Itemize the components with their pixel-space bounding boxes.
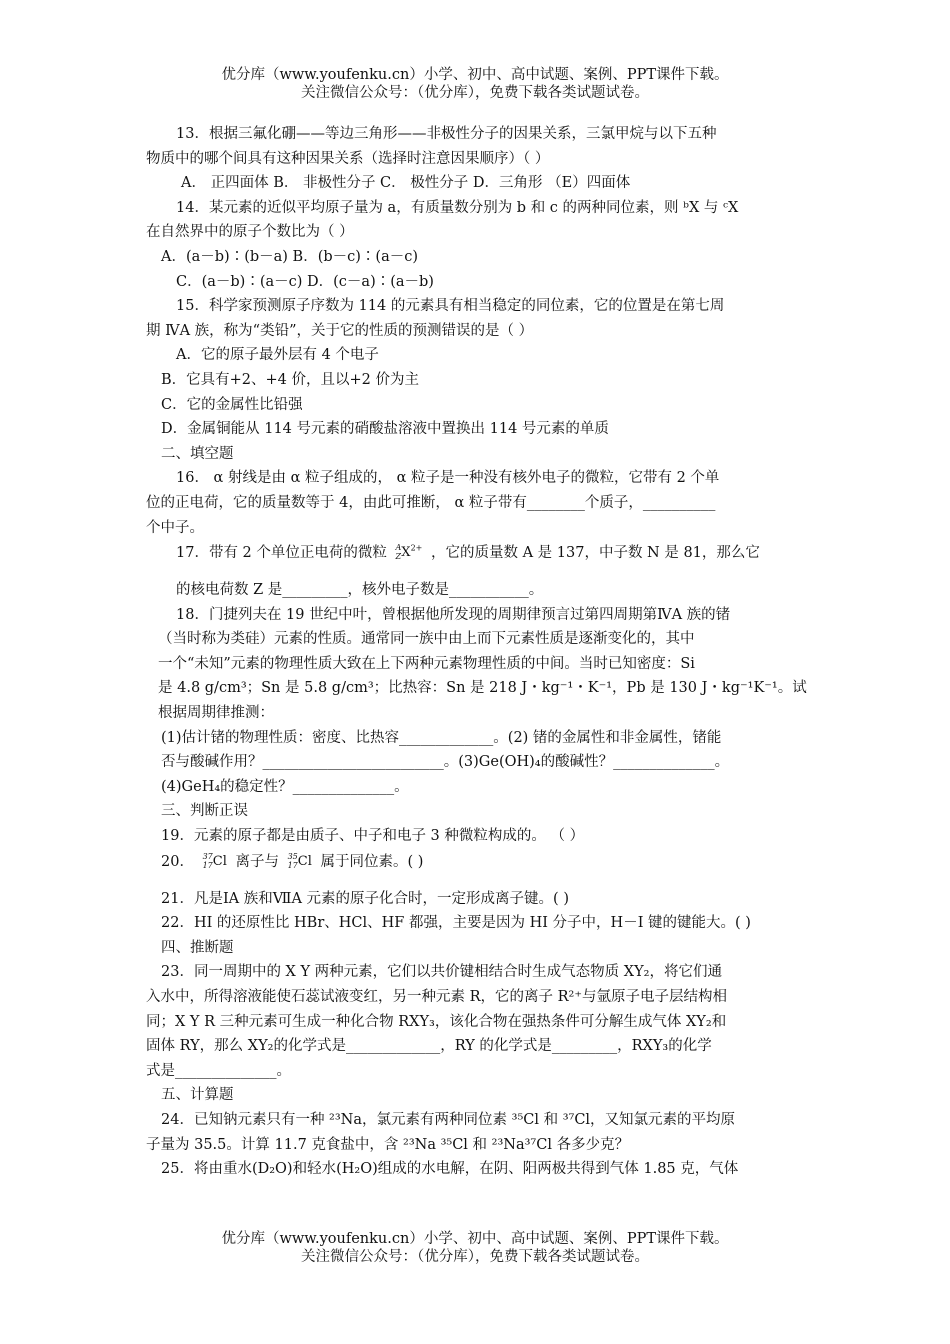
section-fill-in: 二、填空题 <box>161 445 234 462</box>
q23-line-4: 固体 RY，那么 XY₂的化学式是_____________，RY 的化学式是_________，RXY₃的化学 <box>146 1038 712 1055</box>
q15-option-b: B．它具有+2、+4 价，且以+2 价为主 <box>161 371 419 388</box>
q18-line-4: 是 4.8 g/cm³；Sn 是 5.8 g/cm³；比热容：Sn 是 218 J・kg⁻¹・K⁻¹，Pb 是 130 J・kg⁻¹K⁻¹。试 <box>158 680 807 697</box>
q17-line-2: 的核电荷数 Z 是_________，核外电子数是___________。 <box>176 582 544 599</box>
q16-line-2: 位的正电荷，它的质量数等于 4，由此可推断， α 粒子带有________个质子，__________ <box>146 494 716 511</box>
q23-line-3: 同；X Y R 三种元素可生成一种化合物 RXY₃，该化合物在强热条件可分解生成气体 XY₂和 <box>146 1013 727 1030</box>
q15-option-a: A．它的原子最外层有 4 个电子 <box>176 347 379 364</box>
q25-line-1: 25．将由重水(D₂O)和轻水(H₂O)组成的水电解，在阴、阳两极共得到气体 1.85 克，气体 <box>161 1161 739 1178</box>
q13-line-1: 13．根据三氟化硼——等边三角形——非极性分子的因果关系，三氯甲烷与以下五种 <box>176 126 717 142</box>
q20-text-a: 离子与 <box>235 853 279 870</box>
section-calculation: 五、计算题 <box>161 1087 234 1104</box>
q21: 21．凡是ⅠA 族和ⅦA 元素的原子化合时，一定形成离子键。( ) <box>161 890 569 907</box>
q14-options-cd: C．(a－b)∶(a－c) D．(c－a)∶(a－b) <box>176 273 434 290</box>
q20-text-b: 属于同位素。( ) <box>320 853 424 870</box>
q19: 19．元素的原子都是由质子、中子和电子 3 种微粒构成的。 （ ） <box>161 828 585 845</box>
section-true-false: 三、判断正误 <box>161 803 248 820</box>
nuclide-cl35-symbol: 35 17 Cl <box>287 851 312 870</box>
q18-line-5: 根据周期律推测： <box>158 705 274 722</box>
q15-line-1: 15．科学家预测原子序数为 114 的元素具有相当稳定的同位素，它的位置是在第七周 <box>176 298 725 315</box>
q14-line-1: 14．某元素的近似平均原子量为 a，有质量数分别为 b 和 c 的两种同位素，则 ᵇX 与 ᶜX <box>176 199 739 216</box>
footer-line-1: 优分库（www.youfenku.cn）小学、初中、高中试题、案例、PPT课件下载。 <box>221 1231 729 1247</box>
section-inference: 四、推断题 <box>161 939 234 956</box>
q24-line-2: 子量为 35.5。计算 11.7 克食盐中，含 ²³Na ³⁵Cl 和 ²³Na³⁷Cl 各多少克？ <box>146 1136 630 1153</box>
q15-line-2: 期 ⅣA 族，称为“类铅”，关于它的性质的预测错误的是（ ） <box>146 322 534 339</box>
q16-line-3: 个中子。 <box>146 519 204 536</box>
q23-line-2: 入水中，所得溶液能使石蕊试液变红，另一种元素 R，它的离子 R²⁺与氩原子电子层结构相 <box>146 989 728 1005</box>
q18-line-8: (4)GeH₄的稳定性？______________。 <box>161 778 409 795</box>
q16-line-1: 16． α 射线是由 α 粒子组成的， α 粒子是一种没有核外电子的微粒，它带有 2 个单 <box>176 470 720 487</box>
q17-text-b: ，它的质量数 A 是 137，中子数 N 是 81，那么它 <box>430 544 760 561</box>
q20-number: 20． <box>161 853 194 870</box>
q18-line-2: （当时称为类硅）元素的性质。通常同一族中由上而下元素性质是逐渐变化的，其中 <box>158 631 695 648</box>
header-line-2: 关注微信公众号：（优分库），免费下载各类试题试卷。 <box>301 85 649 101</box>
header-line-1: 优分库（www.youfenku.cn）小学、初中、高中试题、案例、PPT课件下载。 <box>221 67 729 83</box>
q13-options: A． 正四面体 B． 非极性分子 C． 极性分子 D．三角形 （E）四面体 <box>181 175 631 192</box>
q13-line-2: 物质中的哪个间具有这种因果关系（选择时注意因果顺序）（ ） <box>146 150 550 167</box>
nuclide-cl37-symbol: 37 17 Cl <box>202 851 227 870</box>
q15-option-c: C．它的金属性比铅强 <box>161 396 303 413</box>
q18-line-6: (1)估计锗的物理性质：密度、比热容_____________。(2) 锗的金属性和非金属性，锗能 <box>161 729 722 746</box>
page-header <box>0 66 950 102</box>
q14-line-2: 在自然界中的原子个数比为（ ） <box>146 224 354 241</box>
q14-options-ab: A．(a－b)∶(b－a) B．(b－c)∶(a－c) <box>161 248 419 265</box>
exam-content <box>0 122 950 1182</box>
nuclide-azx-symbol: A Z $X^{2+}$ <box>395 543 423 562</box>
q18-line-1: 18．门捷列夫在 19 世纪中叶，曾根据他所发现的周期律预言过第四周期第ⅣA 族的锗 <box>176 606 731 623</box>
q18-line-7: 否与酸碱作用？_________________________。(3)Ge(OH)₄的酸碱性？______________。 <box>161 754 730 771</box>
q23-line-1: 23．同一周期中的 X Y 两种元素，它们以共价键相结合时生成气态物质 XY₂，将它们通 <box>161 964 722 981</box>
q24-line-1: 24．已知钠元素只有一种 ²³Na，氯元素有两种同位素 ³⁵Cl 和 ³⁷Cl，又知氯元素的平均原 <box>161 1111 736 1128</box>
q20 <box>0 849 950 887</box>
q17-text-a: 17．带有 2 个单位正电荷的微粒 <box>176 544 387 561</box>
q17-line-1 <box>0 540 950 578</box>
page-footer <box>0 1230 950 1266</box>
q18-line-3: 一个“未知”元素的物理性质大致在上下两种元素物理性质的中间。当时已知密度：Si <box>158 655 695 672</box>
q22: 22．HI 的还原性比 HBr、HCl、HF 都强，主要是因为 HI 分子中，H－I 键的键能大。( ) <box>161 915 751 932</box>
footer-line-2: 关注微信公众号：（优分库），免费下载各类试题试卷。 <box>301 1249 649 1265</box>
q15-option-d: D．金属铜能从 114 号元素的硝酸盐溶液中置换出 114 号元素的单质 <box>161 421 609 438</box>
q23-line-5: 式是______________。 <box>146 1062 291 1079</box>
